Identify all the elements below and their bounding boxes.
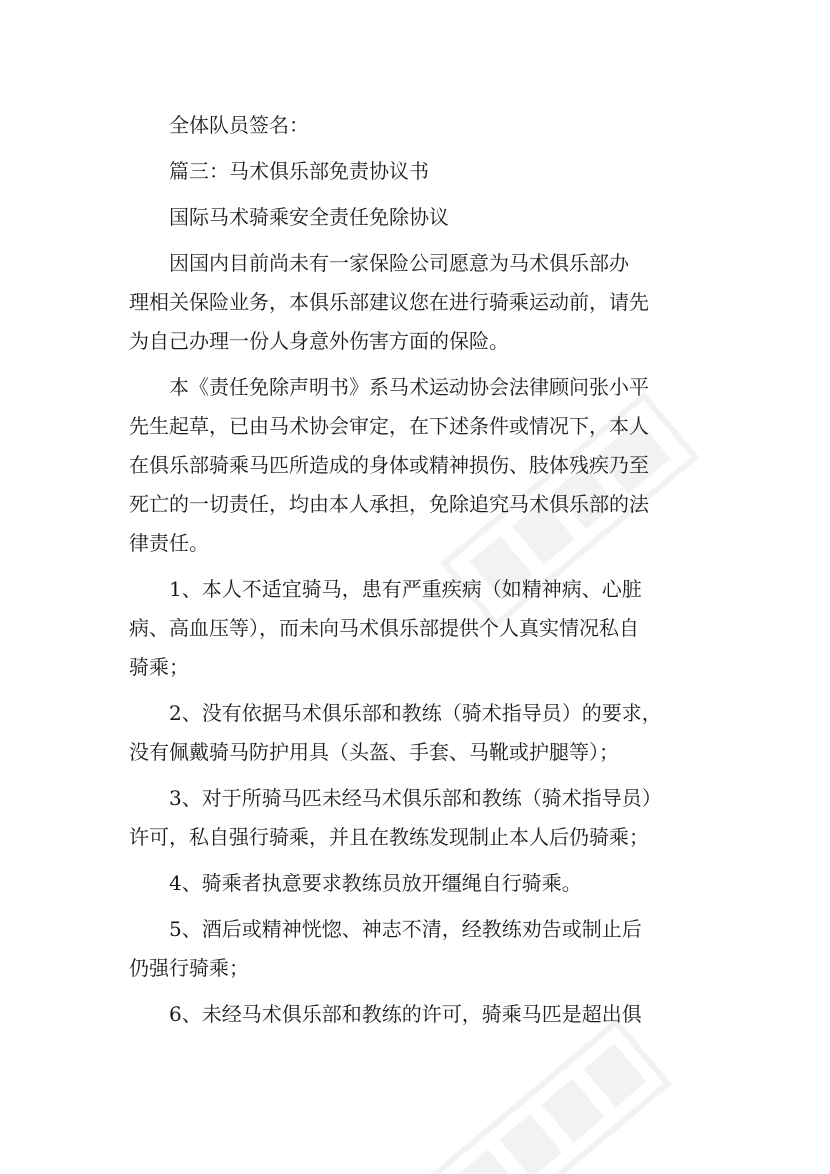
text-line: 4、骑乘者执意要求教练员放开缰绳自行骑乘。 [169,871,582,895]
document-body [129,106,701,1041]
text-line: 为自己办理一份人身意外伤害方面的保险。 [129,329,509,353]
text-line: 许可，私自强行骑乘，并且在教练发现制止本人后仍骑乘； [129,825,649,849]
text-line: 1、本人不适宜骑马，患有严重疾病（如精神病、心脏 [169,577,642,601]
text-line: 国际马术骑乘安全责任免除协议 [169,205,449,229]
text-line: 篇三：马术俱乐部免责协议书 [169,159,429,183]
text-line: 律责任。 [129,531,209,555]
clause-2 [129,694,701,772]
clause-3 [129,779,701,857]
text-line: 在俱乐部骑乘马匹所造成的身体或精神损伤、肢体残疾乃至 [129,453,649,477]
paragraph-liability-statement [129,368,701,563]
text-line: 仍强行骑乘； [129,956,249,980]
text-line: 骑乘； [129,655,189,679]
clause-5 [129,910,701,988]
text-line: 3、对于所骑马匹未经马术俱乐部和教练（骑术指导员） [169,786,662,810]
paragraph-insurance-notice [129,244,701,361]
text-line: 因国内目前尚未有一家保险公司愿意为马术俱乐部办 [169,251,629,275]
text-line: 全体队员签名： [169,113,309,137]
paragraph-signature [129,106,701,145]
text-line: 2、没有依据马术俱乐部和教练（骑术指导员）的要求， [169,701,662,725]
clause-4 [129,864,701,903]
text-line: 6、未经马术俱乐部和教练的许可，骑乘马匹是超出俱 [169,1002,642,1026]
clause-6 [129,995,701,1034]
text-line: 没有佩戴骑马防护用具（头盔、手套、马靴或护腿等）； [129,740,619,764]
paragraph-chapter-title [129,152,701,191]
clause-1 [129,570,701,687]
text-line: 理相关保险业务，本俱乐部建议您在进行骑乘运动前，请先 [129,290,649,314]
text-line: 病、高血压等），而未向马术俱乐部提供个人真实情况私自 [129,616,639,640]
text-line: 先生起草，已由马术协会审定，在下述条件或情况下，本人 [129,414,649,438]
text-line: 5、酒后或精神恍惚、神志不清，经教练劝告或制止后 [169,917,642,941]
text-line: 本《责任免除声明书》系马术运动协会法律顾问张小平 [169,375,649,399]
paragraph-agreement-title [129,198,701,237]
text-line: 死亡的一切责任，均由本人承担，免除追究马术俱乐部的法 [129,492,649,516]
